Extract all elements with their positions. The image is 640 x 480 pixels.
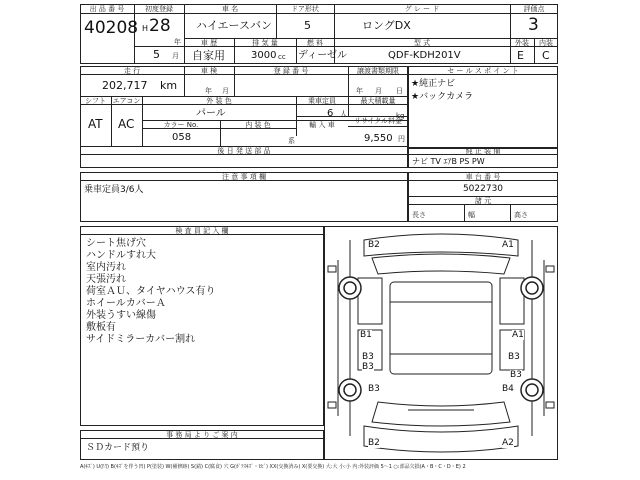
grade-label: グ レ ー ド xyxy=(404,5,440,13)
mileage-label: 走 行 xyxy=(123,67,141,75)
usage-label: 車 歴 xyxy=(200,39,218,47)
damage-mark: B4 xyxy=(502,384,514,394)
exterior-grade: E xyxy=(517,49,524,62)
damage-mark: A1 xyxy=(502,240,514,250)
office-note: ＳＤカード預り xyxy=(86,443,150,453)
inspection-month-unit: 月 xyxy=(222,87,229,95)
chassis-label: 車 台 番 号 xyxy=(465,173,501,181)
car-diagram xyxy=(324,226,558,460)
inspector-note: 室内汚れ xyxy=(86,262,126,273)
displacement-label: 排 気 量 xyxy=(252,39,278,47)
damage-mark: B1 xyxy=(360,330,372,340)
import-label: 輸 入 車 xyxy=(309,121,335,129)
interior-label: 内装 xyxy=(539,39,553,47)
ac: AC xyxy=(118,117,135,131)
exterior-label: 外装 xyxy=(515,39,529,47)
recycle-deadline-label: 譲渡書類期限 xyxy=(357,67,399,75)
interior-grade: C xyxy=(542,49,550,62)
reg-no-label: 登 録 番 号 xyxy=(273,67,309,75)
lot-number: 40208 xyxy=(84,18,139,38)
inspector-note: シート焦げ穴 xyxy=(86,238,146,249)
sales-points-label: セ ー ル ス ポ イ ン ト xyxy=(447,67,519,75)
inspector-note: 荷室ＡＵ、タイヤハウス有り xyxy=(86,286,216,297)
height-label: 高さ xyxy=(514,211,528,219)
year-unit: 年 xyxy=(174,38,181,46)
inspection-label: 車 検 xyxy=(200,67,218,75)
office-label: 事 務 局 よ り ご 案 内 xyxy=(166,431,238,439)
inspector-note: 敷板有 xyxy=(86,322,116,333)
inspector-note: サイドミラーカバー割れ xyxy=(86,334,196,345)
inspector-note: 天張汚れ xyxy=(86,274,126,285)
equipment-label: 純 正 装 備 xyxy=(465,147,501,155)
damage-mark: B3 xyxy=(508,352,520,362)
capacity: 6 xyxy=(327,108,334,119)
mileage: 202,717 xyxy=(102,79,148,92)
damage-mark: B3 xyxy=(362,362,374,372)
max-load-unit: kg xyxy=(396,112,405,120)
notes: 乗車定員3/6人 xyxy=(84,185,144,195)
month-unit: 月 xyxy=(172,52,179,60)
usage: 自家用 xyxy=(192,49,225,62)
grade: ロングDX xyxy=(362,19,411,32)
displacement-unit: cc xyxy=(278,53,286,61)
color-no-label: カラー No. xyxy=(163,121,199,129)
deadline-day-unit: 日 xyxy=(396,87,403,95)
max-load-label: 最大積載量 xyxy=(360,97,396,105)
recycle-fee: 9,550 xyxy=(364,133,393,144)
capacity-unit: 人 xyxy=(340,110,347,118)
car-name: ハイエースバン xyxy=(196,19,273,32)
deadline-year-unit: 年 xyxy=(356,87,363,95)
inspector-notes xyxy=(86,238,216,346)
shift: AT xyxy=(88,117,103,131)
doors: 5 xyxy=(304,19,311,32)
inspector-label: 検 査 員 記 入 欄 xyxy=(175,227,229,235)
damage-mark: B3 xyxy=(368,384,380,394)
shift-label: シフト xyxy=(85,97,106,105)
damage-mark: B3 xyxy=(362,352,374,362)
damage-mark: A2 xyxy=(502,438,514,448)
width-label: 幅 xyxy=(468,211,475,219)
doors-label: ドア形状 xyxy=(291,5,319,13)
inspector-note: ホイールカバーＡ xyxy=(86,298,166,309)
deadline-month-unit: 月 xyxy=(375,87,382,95)
interior-color-label: 内 装 色 xyxy=(245,121,271,129)
capacity-label: 乗車定員 xyxy=(308,97,336,105)
mileage-unit: km xyxy=(160,79,178,92)
sales-point-1: ★純正ナビ xyxy=(411,79,456,89)
legend: A(ｷｽﾞ) U(凹) B(ｷｽﾞを伴う凹) P(塗装) W(補修跡) S(錆) C(腐食) 穴 G(ｶﾞﾗｽｷｽﾞ・ﾋﾋﾞ) XX(交換済み) X(要交換) 大:大 小:小 内:外装評価 5〜1 ○:部品欠損(A・B・C・D・E) 2 xyxy=(80,464,466,470)
damage-mark: B2 xyxy=(368,438,380,448)
dims-label: 諸 元 xyxy=(474,197,492,205)
model: QDF-KDH201V xyxy=(388,50,461,61)
score: 3 xyxy=(528,15,539,35)
color-label: 外 装 色 xyxy=(206,97,232,105)
notes-label: 注 意 事 項 欄 xyxy=(222,173,266,181)
displacement: 3000 xyxy=(251,50,277,61)
damage-mark: B2 xyxy=(368,240,380,250)
interior-color-unit: 系 xyxy=(288,137,295,145)
car-name-label: 車 名 xyxy=(221,5,239,13)
equipment: ナビ TV ｴｱB PS PW xyxy=(412,157,485,166)
first-reg-month: 5 xyxy=(153,48,160,61)
fuel: ディーゼル xyxy=(298,50,347,61)
model-label: 型 式 xyxy=(413,39,431,47)
inspector-note: 外装うすい線傷 xyxy=(86,310,156,321)
sales-point-2: ★バックカメラ xyxy=(411,92,474,102)
inspector-note: ハンドルすれ大 xyxy=(86,250,156,261)
recycle-fee-unit: 円 xyxy=(398,135,405,143)
era: H xyxy=(142,24,149,33)
first-reg-year: 28 xyxy=(149,16,171,36)
damage-mark: B3 xyxy=(510,370,522,380)
fuel-label: 燃 料 xyxy=(306,39,324,47)
recycle-fee-label: リサイクル料金 xyxy=(353,117,403,125)
first-reg-label: 初度登録 xyxy=(145,5,173,13)
ac-label: エアコン xyxy=(112,97,141,105)
inspection-year-unit: 年 xyxy=(205,87,212,95)
color: パール xyxy=(196,108,226,119)
score-label: 評価点 xyxy=(523,5,545,13)
length-label: 長さ xyxy=(412,211,426,219)
after-parts-label: 後 日 発 送 部 品 xyxy=(217,147,271,155)
chassis-number: 5022730 xyxy=(462,184,504,194)
color-no: 058 xyxy=(172,132,192,143)
damage-mark: A1 xyxy=(512,330,524,340)
lot-no-label: 出 品 番 号 xyxy=(89,5,125,13)
